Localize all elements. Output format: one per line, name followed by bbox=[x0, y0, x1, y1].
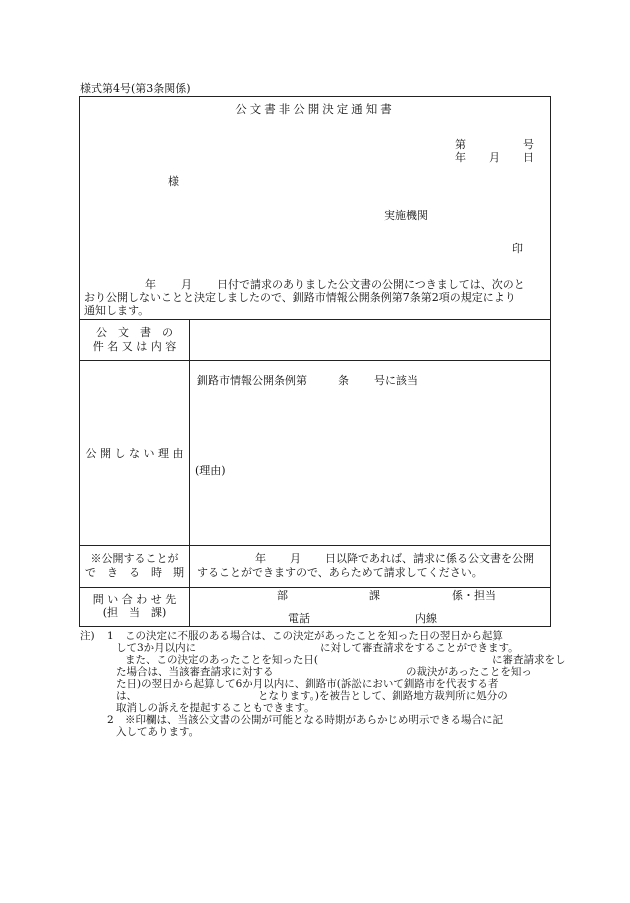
row-divider-1 bbox=[79, 319, 551, 320]
seal-mark: 印 bbox=[512, 242, 523, 255]
note-1-line2a: して3か月以内に bbox=[116, 642, 197, 654]
row-divider-4 bbox=[79, 587, 551, 588]
contact-label-2: (担 当 課) bbox=[102, 606, 167, 619]
note-1-line5: た日)の翌日から起算して6か月以内に、釧路市(訴訟において釧路市を代表する者 bbox=[116, 678, 499, 690]
note-1-line6b: となります。)を被告として、釧路地方裁判所に処分の bbox=[258, 690, 508, 702]
contact-phone-label: 電話 bbox=[288, 612, 310, 625]
contact-label-1: 問 い 合 わ せ 先 bbox=[92, 593, 177, 606]
intro-line1: 日付で請求のありました公文書の公開につきましては、次のと bbox=[217, 278, 525, 291]
addressee-suffix: 様 bbox=[168, 175, 179, 188]
note-1-line4a: た場合は、当該審査請求に対する bbox=[116, 666, 274, 678]
date-month: 月 bbox=[489, 151, 500, 164]
column-divider bbox=[189, 319, 190, 627]
note-1-line3b: に審査請求をし bbox=[492, 654, 566, 666]
intro-line3: 通知します。 bbox=[84, 304, 150, 317]
note-1-line4b: の裁決があったことを知っ bbox=[406, 666, 532, 678]
reason-clause-article: 条 bbox=[338, 374, 349, 387]
doc-name-label-1: 公 文 書 の bbox=[96, 326, 173, 339]
contact-extension-label: 内線 bbox=[415, 612, 437, 625]
contact-subsection: 係・担当 bbox=[452, 589, 496, 602]
reason-detail-label: (理由) bbox=[195, 464, 226, 477]
date-day: 日 bbox=[523, 151, 534, 164]
note-2-line1: ※印欄は、当該公文書の公開が可能となる時期があらかじめ明示できる場合に記 bbox=[125, 714, 503, 726]
row-divider-3 bbox=[79, 545, 551, 546]
reason-clause-item: 号に該当 bbox=[374, 374, 418, 387]
disclose-line1: 日以降であれば、請求に係る公文書を公開 bbox=[325, 552, 534, 565]
contact-section: 課 bbox=[369, 589, 380, 602]
number-prefix: 第 bbox=[455, 138, 466, 151]
note-1-line6a: は、 bbox=[116, 690, 137, 702]
agency-label: 実施機関 bbox=[384, 209, 428, 222]
disclose-label-2: で き る 時 期 bbox=[85, 566, 184, 579]
note-2-number: 2 bbox=[107, 714, 114, 726]
reason-label: 公 開 し な い 理 由 bbox=[85, 447, 184, 460]
form-label: 様式第4号(第3条関係) bbox=[80, 82, 191, 95]
date-year: 年 bbox=[455, 151, 466, 164]
form-frame bbox=[79, 96, 551, 627]
note-1-line3a: また、この決定のあったことを知った日( bbox=[125, 654, 318, 666]
reason-clause-prefix: 釧路市情報公開条例第 bbox=[197, 374, 307, 387]
note-2-line2: 入してあります。 bbox=[116, 726, 200, 738]
row-divider-2 bbox=[79, 360, 551, 361]
disclose-month: 月 bbox=[290, 552, 301, 565]
disclose-year: 年 bbox=[255, 552, 266, 565]
contact-department: 部 bbox=[277, 589, 288, 602]
doc-name-label-2: 件 名 又 は 内 容 bbox=[92, 340, 177, 353]
number-suffix: 号 bbox=[523, 138, 534, 151]
disclose-label-1: ※公開することが bbox=[90, 552, 179, 565]
document-title: 公文書非公開決定通知書 bbox=[235, 102, 395, 116]
note-1-line2b: に対して審査請求をすることができます。 bbox=[320, 642, 519, 654]
note-1-line7: 取消しの訴えを提起することもできます。 bbox=[116, 702, 315, 714]
disclose-line2: することができますので、あらためて請求してください。 bbox=[197, 566, 483, 579]
notes-prefix: 注) bbox=[80, 630, 95, 642]
intro-year: 年 bbox=[145, 278, 156, 291]
intro-line2: おり公開しないことと決定しましたので、釧路市情報公開条例第7条第2項の規定により bbox=[84, 291, 516, 304]
note-1-line1: この決定に不服のある場合は、この決定があったことを知った日の翌日から起算 bbox=[125, 630, 503, 642]
intro-month: 月 bbox=[181, 278, 192, 291]
note-1-number: 1 bbox=[107, 630, 114, 642]
